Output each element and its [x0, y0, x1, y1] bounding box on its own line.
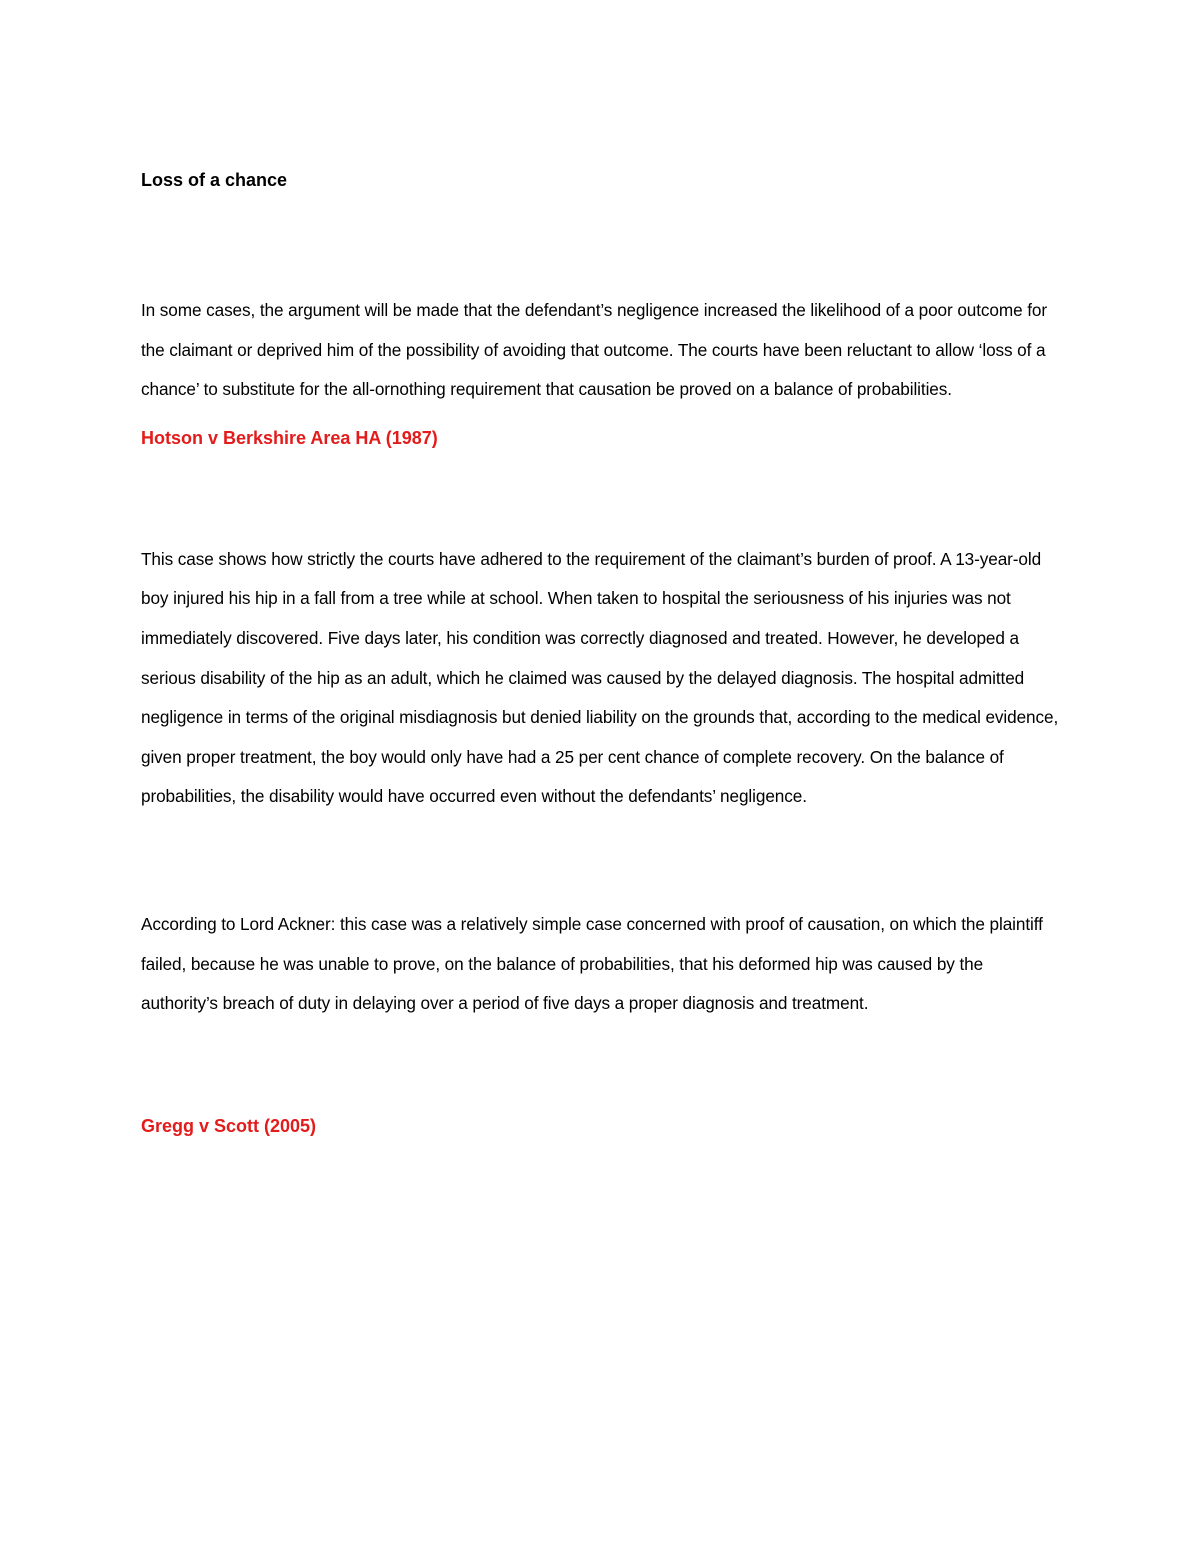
intro-paragraph: In some cases, the argument will be made that the defendant’s negligence increased the likelihood of a poor outcome for the claimant or deprived him of the possibility of avoiding that outcome. The courts have been reluctant to allow ‘loss of a chance’ to substitute for the all-ornothing requirement that causation be proved on a balance of probabilities.: [141, 300, 1047, 400]
document-title: Loss of a chance: [141, 170, 288, 190]
case-title-gregg: Gregg v Scott (2005): [141, 1115, 317, 1136]
document-body: [141, 166, 1059, 1140]
case-paragraph-hotson-facts: This case shows how strictly the courts have adhered to the requirement of the claimant’s burden of proof. A 13-year-old boy injured his hip in a fall from a tree while at school. When taken to hospital the seriousness of his injuries was not immediately discovered. Five days later, his condition was correctly diagnosed and treated. However, he developed a serious disability of the hip as an adult, which he claimed was caused by the delayed diagnosis. The hospital admitted negligence in terms of the original misdiagnosis but denied liability on the grounds that, according to the medical evidence, given proper treatment, the boy would only have had a 25 per cent chance of complete recovery. On the balance of probabilities, the disability would have occurred even without the defendants’ negligence.: [141, 548, 1059, 807]
case-paragraph-lord-ackner: According to Lord Ackner: this case was a relatively simple case concerned with proof of causation, on which the plaintiff failed, because he was unable to prove, on the balance of probabilities, that his deformed hip was caused by the authority’s breach of duty in delaying over a period of five days a proper diagnosis and treatment.: [141, 913, 1043, 1014]
case-title-hotson: Hotson v Berkshire Area HA (1987): [141, 427, 438, 448]
